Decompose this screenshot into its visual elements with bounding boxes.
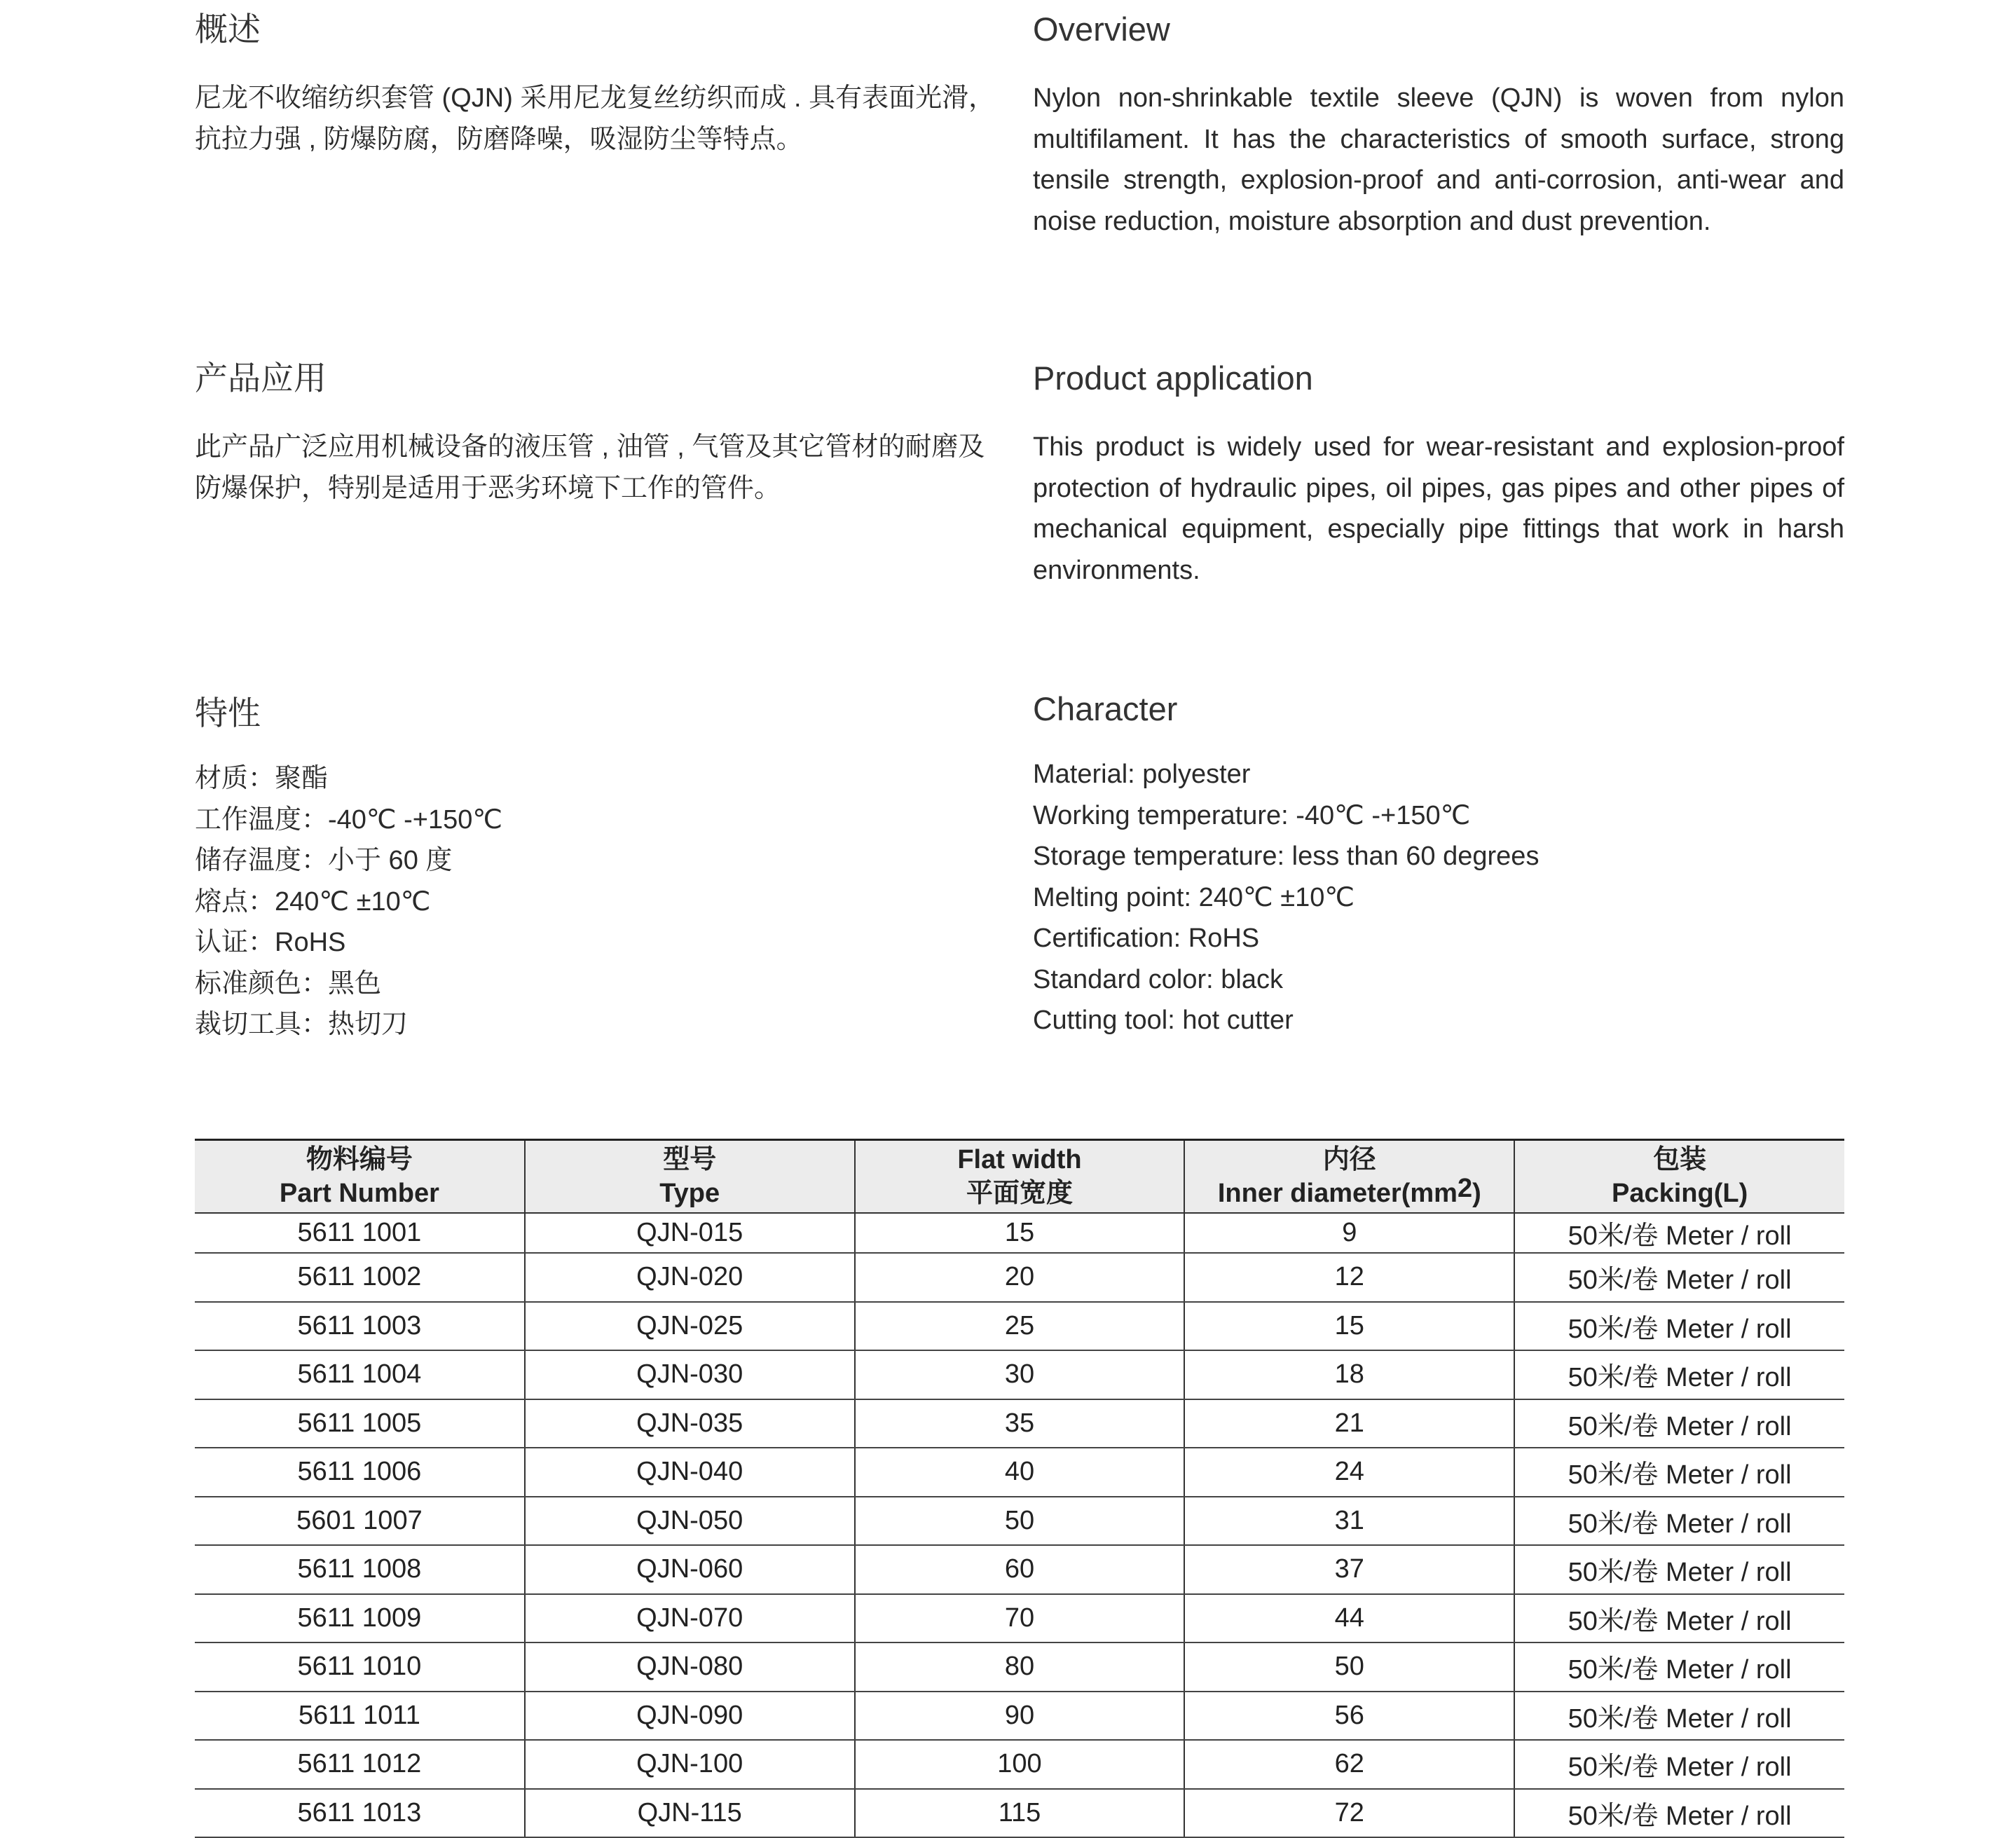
- cell-type: QJN-115: [525, 1789, 855, 1838]
- header-text-tail: ): [1472, 1179, 1481, 1208]
- application-en: [1033, 359, 1844, 591]
- cell-packing: 50米/卷 Meter / roll: [1514, 1448, 1844, 1497]
- cell-inner-diameter: 12: [1184, 1253, 1514, 1302]
- cell-type: QJN-015: [525, 1213, 855, 1253]
- header-inner-diameter: [1184, 1140, 1514, 1214]
- cell-type: QJN-025: [525, 1302, 855, 1351]
- header-text: Inner diameter(mm: [1217, 1179, 1458, 1208]
- character-zh-item: 裁切工具：热切刀: [195, 1010, 409, 1039]
- cell-type: QJN-090: [525, 1692, 855, 1741]
- cell-inner-diameter: 72: [1184, 1789, 1514, 1838]
- application-en-title: Product application: [1033, 359, 1313, 397]
- character-en-item: Material: polyester: [1033, 760, 1251, 789]
- character-en-item: Melting point: 240℃ ±10℃: [1033, 882, 1355, 912]
- character-en-item: Standard color: black: [1033, 964, 1283, 994]
- cell-inner-diameter: 31: [1184, 1497, 1514, 1546]
- cell-part-number: 5611 1006: [195, 1448, 525, 1497]
- cell-part-number: 5611 1003: [195, 1302, 525, 1351]
- cell-flat-width: 40: [855, 1448, 1185, 1497]
- table-row: [195, 1789, 1844, 1838]
- table-header-row: [195, 1140, 1844, 1214]
- cell-flat-width: 115: [855, 1789, 1185, 1838]
- header-line: [1185, 1174, 1514, 1210]
- cell-part-number: 5611 1002: [195, 1253, 525, 1302]
- character-en-item: Working temperature: -40℃ -+150℃: [1033, 800, 1471, 830]
- cell-part-number: 5611 1001: [195, 1213, 525, 1253]
- character-zh-item: 标准颜色：黑色: [195, 968, 382, 999]
- table-row: [195, 1213, 1844, 1253]
- cell-packing: 50米/卷 Meter / roll: [1514, 1350, 1844, 1399]
- table-row: [195, 1545, 1844, 1594]
- cell-flat-width: 80: [855, 1642, 1185, 1692]
- table-body: [195, 1213, 1844, 1837]
- cell-part-number: 5611 1011: [195, 1692, 525, 1741]
- overview-en-text: Nylon non-shrinkable textile sleeve (QJN) is woven from nylon multifilament. It has the characteristics of smooth surface, strong tensile strength, explosion-proof and anti-corrosion, anti-wear and noise reduction, moisture absorption and dust prevention.: [1033, 83, 1844, 236]
- character-en-item: Cutting tool: hot cutter: [1033, 1006, 1294, 1035]
- cell-inner-diameter: 62: [1184, 1740, 1514, 1789]
- character-en-item: Storage temperature: less than 60 degrees: [1033, 842, 1540, 871]
- character-zh: [195, 694, 1001, 1045]
- cell-type: QJN-020: [525, 1253, 855, 1302]
- cell-inner-diameter: 37: [1184, 1545, 1514, 1594]
- table-row: [195, 1302, 1844, 1351]
- header-type: [525, 1140, 855, 1214]
- cell-packing: 50米/卷 Meter / roll: [1514, 1740, 1844, 1789]
- character-en-item: Certification: RoHS: [1033, 924, 1260, 953]
- application-zh-title: 产品应用: [195, 359, 327, 397]
- cell-flat-width: 25: [855, 1302, 1185, 1351]
- cell-inner-diameter: 18: [1184, 1350, 1514, 1399]
- header-line: Part Number: [279, 1179, 439, 1208]
- table-row: [195, 1497, 1844, 1546]
- overview-zh: [195, 10, 1001, 160]
- cell-flat-width: 50: [855, 1497, 1185, 1546]
- table-row: [195, 1350, 1844, 1399]
- header-line: Flat width: [957, 1145, 1082, 1174]
- cell-packing: 50米/卷 Meter / roll: [1514, 1302, 1844, 1351]
- cell-inner-diameter: 21: [1184, 1399, 1514, 1448]
- header-line: 型号: [663, 1145, 717, 1174]
- cell-inner-diameter: 24: [1184, 1448, 1514, 1497]
- overview-zh-title: 概述: [195, 11, 261, 48]
- character-en-list: [1033, 754, 1844, 1041]
- cell-packing: 50米/卷 Meter / roll: [1514, 1213, 1844, 1253]
- header-line: 物料编号: [306, 1145, 413, 1174]
- cell-packing: 50米/卷 Meter / roll: [1514, 1789, 1844, 1838]
- cell-type: QJN-030: [525, 1350, 855, 1399]
- cell-part-number: 5601 1007: [195, 1497, 525, 1546]
- cell-flat-width: 90: [855, 1692, 1185, 1741]
- cell-inner-diameter: 15: [1184, 1302, 1514, 1351]
- table-row: [195, 1642, 1844, 1692]
- cell-flat-width: 30: [855, 1350, 1185, 1399]
- header-line: 内径: [1322, 1145, 1376, 1174]
- character-zh-item: 储存温度：小于 60 度: [195, 846, 453, 875]
- overview-zh-text: 尼龙不收缩纺织套管 (QJN) 采用尼龙复丝纺织而成 . 具有表面光滑，抗拉力强 , 防爆防腐，防磨降噪，吸湿防尘等特点。: [195, 83, 996, 154]
- cell-type: QJN-100: [525, 1740, 855, 1789]
- cell-packing: 50米/卷 Meter / roll: [1514, 1692, 1844, 1741]
- cell-part-number: 5611 1005: [195, 1399, 525, 1448]
- cell-packing: 50米/卷 Meter / roll: [1514, 1399, 1844, 1448]
- header-flat-width: [855, 1140, 1185, 1214]
- cell-type: QJN-050: [525, 1497, 855, 1546]
- cell-flat-width: 70: [855, 1594, 1185, 1643]
- cell-inner-diameter: 44: [1184, 1594, 1514, 1643]
- table-row: [195, 1594, 1844, 1643]
- cell-part-number: 5611 1008: [195, 1545, 525, 1594]
- table-row: [195, 1740, 1844, 1789]
- character-zh-item: 工作温度：-40℃ -+150℃: [195, 804, 503, 835]
- cell-flat-width: 60: [855, 1545, 1185, 1594]
- header-part-number: [195, 1140, 525, 1214]
- cell-inner-diameter: 50: [1184, 1642, 1514, 1692]
- application-zh-text: 此产品广泛应用机械设备的液压管 , 油管 , 气管及其它管材的耐磨及防爆保护，特别是适用于恶劣环境下工作的管件。: [195, 432, 985, 503]
- header-packing: [1514, 1140, 1844, 1214]
- cell-part-number: 5611 1010: [195, 1642, 525, 1692]
- header-line: 平面宽度: [966, 1179, 1073, 1208]
- cell-flat-width: 100: [855, 1740, 1185, 1789]
- character-zh-list: [195, 758, 1001, 1045]
- cell-flat-width: 15: [855, 1213, 1185, 1253]
- header-superscript: 2: [1457, 1174, 1473, 1203]
- cell-part-number: 5611 1004: [195, 1350, 525, 1399]
- header-line: Packing(L): [1611, 1179, 1748, 1208]
- table-row: [195, 1448, 1844, 1497]
- cell-part-number: 5611 1013: [195, 1789, 525, 1838]
- cell-part-number: 5611 1012: [195, 1740, 525, 1789]
- application-zh: [195, 359, 1001, 509]
- character-en: [1033, 690, 1844, 1041]
- header-line: 包装: [1653, 1145, 1707, 1174]
- character-zh-item: 材质：聚酯: [195, 764, 329, 793]
- character-zh-item: 熔点：240℃ ±10℃: [195, 886, 431, 917]
- cell-flat-width: 20: [855, 1253, 1185, 1302]
- cell-inner-diameter: 9: [1184, 1213, 1514, 1253]
- cell-part-number: 5611 1009: [195, 1594, 525, 1643]
- cell-inner-diameter: 56: [1184, 1692, 1514, 1741]
- cell-packing: 50米/卷 Meter / roll: [1514, 1545, 1844, 1594]
- table-row: [195, 1399, 1844, 1448]
- cell-packing: 50米/卷 Meter / roll: [1514, 1253, 1844, 1302]
- cell-packing: 50米/卷 Meter / roll: [1514, 1642, 1844, 1692]
- cell-type: QJN-035: [525, 1399, 855, 1448]
- cell-type: QJN-070: [525, 1594, 855, 1643]
- table-row: [195, 1692, 1844, 1741]
- cell-packing: 50米/卷 Meter / roll: [1514, 1594, 1844, 1643]
- character-zh-item: 认证：RoHS: [195, 928, 346, 957]
- cell-type: QJN-080: [525, 1642, 855, 1692]
- spec-table: [195, 1139, 1844, 1838]
- header-line: Type: [659, 1179, 720, 1208]
- cell-type: QJN-040: [525, 1448, 855, 1497]
- cell-flat-width: 35: [855, 1399, 1185, 1448]
- character-en-title: Character: [1033, 690, 1178, 727]
- cell-type: QJN-060: [525, 1545, 855, 1594]
- cell-packing: 50米/卷 Meter / roll: [1514, 1497, 1844, 1546]
- character-zh-title: 特性: [195, 694, 261, 732]
- table-row: [195, 1253, 1844, 1302]
- overview-en-title: Overview: [1033, 11, 1170, 48]
- application-en-text: This product is widely used for wear-resistant and explosion-proof protection of hydraulic pipes, oil pipes, gas pipes and other pipes of mechanical equipment, especially pipe fittings that work in harsh environments.: [1033, 432, 1844, 585]
- overview-en: [1033, 10, 1844, 242]
